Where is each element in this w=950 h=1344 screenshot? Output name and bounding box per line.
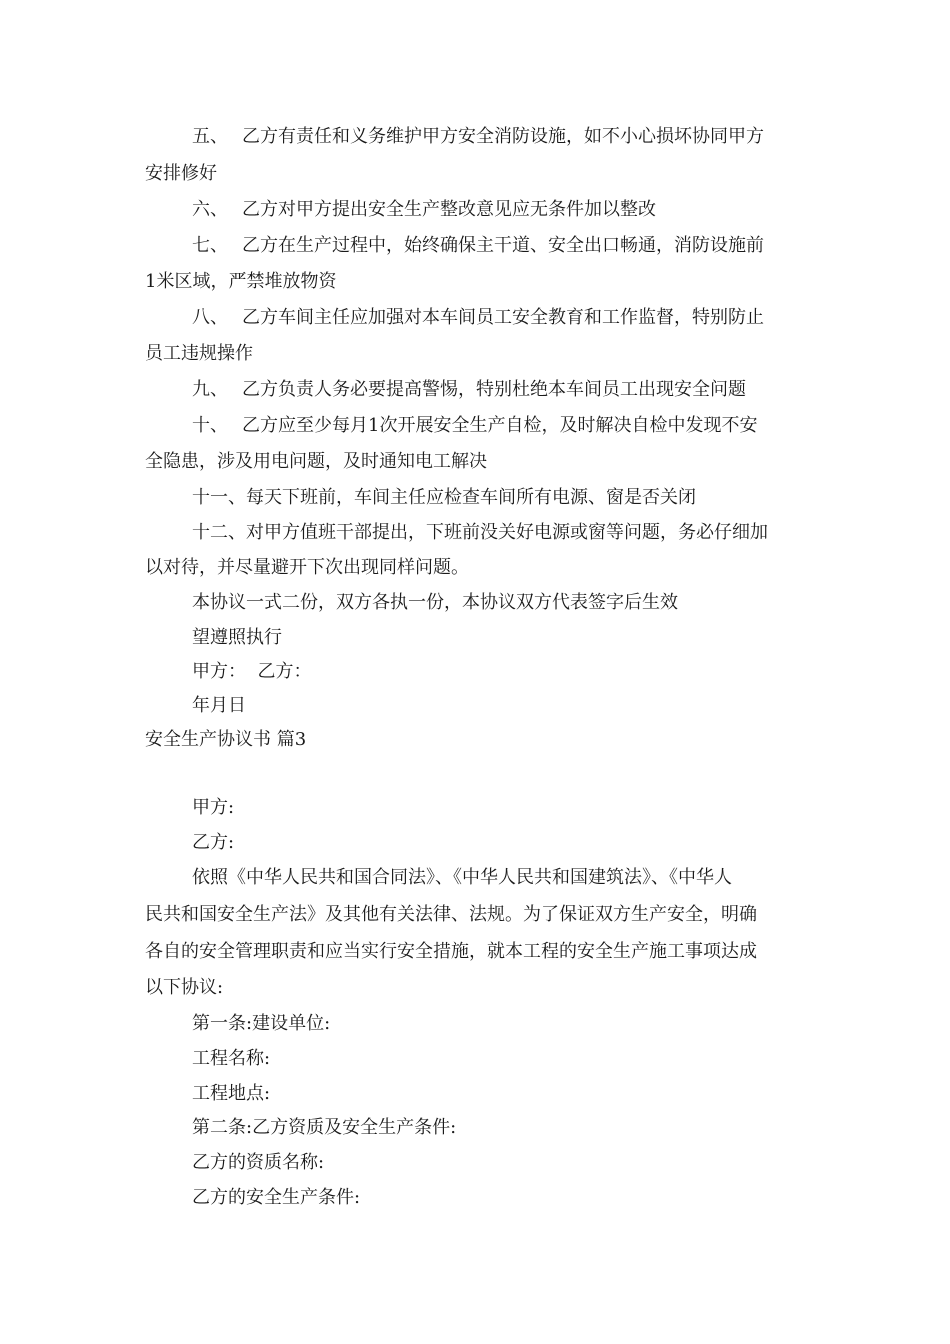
clause-5-line-2: 安排修好 (145, 163, 217, 184)
article-2: 第二条:乙方资质及安全生产条件: (192, 1117, 457, 1138)
clause-7-text: 乙方在生产过程中，始终确保主干道、安全出口畅通，消防设施前 (242, 235, 764, 256)
signature-line: 甲方： 乙方： (192, 661, 312, 682)
clause-7-line-2: 1米区域，严禁堆放物资 (145, 271, 337, 292)
intro-line-4: 以下协议: (145, 977, 224, 998)
clause-8-number: 八、 (192, 307, 228, 328)
intro-line-1: 依照《中华人民共和国合同法》、《中华人民共和国建筑法》、《中华人 (192, 867, 732, 888)
party-b-label: 乙方: (192, 832, 235, 853)
clause-8-line-2: 员工违规操作 (145, 343, 253, 364)
clause-7-number: 七、 (192, 235, 228, 256)
date-line: 年月日 (192, 695, 246, 716)
project-name-label: 工程名称: (192, 1048, 271, 1069)
qualification-label: 乙方的资质名称: (192, 1152, 325, 1173)
project-site-label: 工程地点: (192, 1083, 271, 1104)
clause-11: 十一、每天下班前，车间主任应检查车间所有电源、窗是否关闭 (192, 487, 696, 508)
intro-line-3: 各自的安全管理职责和应当实行安全措施，就本工程的安全生产施工事项达成 (145, 941, 757, 962)
clause-9-text: 乙方负责人务必要提高警惕，特别杜绝本车间员工出现安全问题 (242, 379, 746, 400)
clause-10-text: 乙方应至少每月1次开展安全生产自检，及时解决自检中发现不安 (242, 415, 758, 436)
clause-9-number: 九、 (192, 379, 228, 400)
clause-5-line-1 (192, 125, 764, 149)
clause-8-text: 乙方车间主任应加强对本车间员工安全教育和工作监督，特别防止 (242, 307, 764, 328)
clause-6-number: 六、 (192, 199, 228, 220)
clause-6-text: 乙方对甲方提出安全生产整改意见应无条件加以整改 (242, 199, 656, 220)
clause-10-line-1 (192, 414, 757, 438)
clause-9 (192, 378, 746, 402)
clause-7-line-1 (192, 234, 764, 258)
article-1: 第一条:建设单位: (192, 1013, 331, 1034)
section-title: 安全生产协议书 篇3 (145, 729, 307, 750)
closing-statement: 本协议一式二份，双方各执一份，本协议双方代表签字后生效 (192, 592, 678, 613)
clause-12-line-2: 以对待，并尽量避开下次出现同样问题。 (145, 557, 469, 578)
clause-5-text: 乙方有责任和义务维护甲方安全消防设施，如不小心损坏协同甲方 (242, 126, 764, 147)
clause-5-number: 五、 (192, 126, 228, 147)
clause-10-line-2: 全隐患，涉及用电问题，及时通知电工解决 (145, 451, 487, 472)
clause-12-line-1: 十二、对甲方值班干部提出，下班前没关好电源或窗等问题，务必仔细加 (192, 522, 768, 543)
party-a-label: 甲方: (192, 797, 235, 818)
safety-conditions-label: 乙方的安全生产条件: (192, 1187, 361, 1208)
clause-8-line-1 (192, 306, 764, 330)
clause-6 (192, 198, 656, 222)
intro-line-2: 民共和国安全生产法》及其他有关法律、法规。为了保证双方生产安全，明确 (145, 904, 757, 925)
clause-10-number: 十、 (192, 415, 228, 436)
closing-request: 望遵照执行 (192, 627, 282, 648)
